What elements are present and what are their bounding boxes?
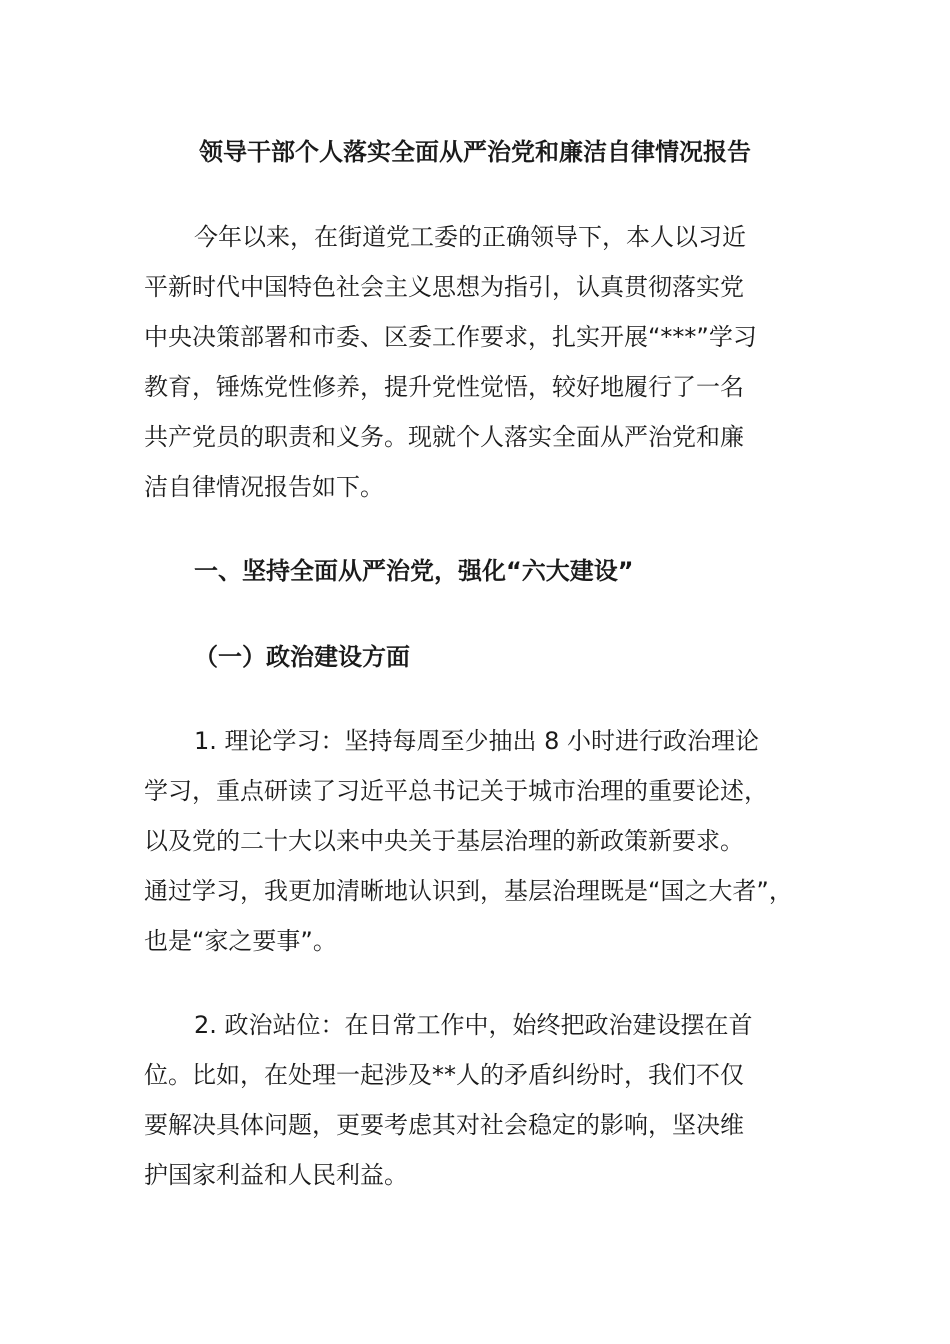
paragraph-line: 今年以来，在街道党工委的正确领导下，本人以习近 — [194, 223, 746, 251]
item-paragraph-theory-study — [144, 716, 834, 966]
paragraph-line: 2. 政治站位：在日常工作中，始终把政治建设摆在首 — [194, 1011, 753, 1039]
paragraph-line: 共产党员的职责和义务。现就个人落实全面从严治党和廉 — [144, 423, 744, 451]
paragraph-line: 通过学习，我更加清晰地认识到，基层治理既是“国之大者”， — [144, 877, 793, 905]
subsection-heading: （一）政治建设方面 — [194, 643, 410, 671]
paragraph-line: 平新时代中国特色社会主义思想为指引，认真贯彻落实党 — [144, 273, 744, 301]
paragraph-line: 要解决具体问题，更要考虑其对社会稳定的影响，坚决维 — [144, 1111, 744, 1139]
document-title: 领导干部个人落实全面从严治党和廉洁自律情况报告 — [199, 138, 751, 166]
paragraph-line: 护国家利益和人民利益。 — [144, 1161, 408, 1189]
paragraph-line: 中央决策部署和市委、区委工作要求，扎实开展“***”学习 — [144, 323, 757, 351]
paragraph-line: 1. 理论学习：坚持每周至少抽出 8 小时进行政治理论 — [194, 727, 760, 755]
paragraph-line: 以及党的二十大以来中央关于基层治理的新政策新要求。 — [144, 827, 744, 855]
paragraph-line: 洁自律情况报告如下。 — [144, 473, 384, 501]
paragraph-line: 也是“家之要事”。 — [144, 927, 337, 955]
paragraph-line: 教育，锤炼党性修养，提升党性觉悟，较好地履行了一名 — [144, 373, 744, 401]
intro-paragraph — [144, 212, 834, 512]
paragraph-line: 学习，重点研读了习近平总书记关于城市治理的重要论述， — [144, 777, 768, 805]
paragraph-line: 位。比如，在处理一起涉及**人的矛盾纠纷时，我们不仅 — [144, 1061, 744, 1089]
item-paragraph-political-stance — [144, 1000, 834, 1200]
section-heading: 一、坚持全面从严治党，强化“六大建设” — [194, 557, 634, 585]
